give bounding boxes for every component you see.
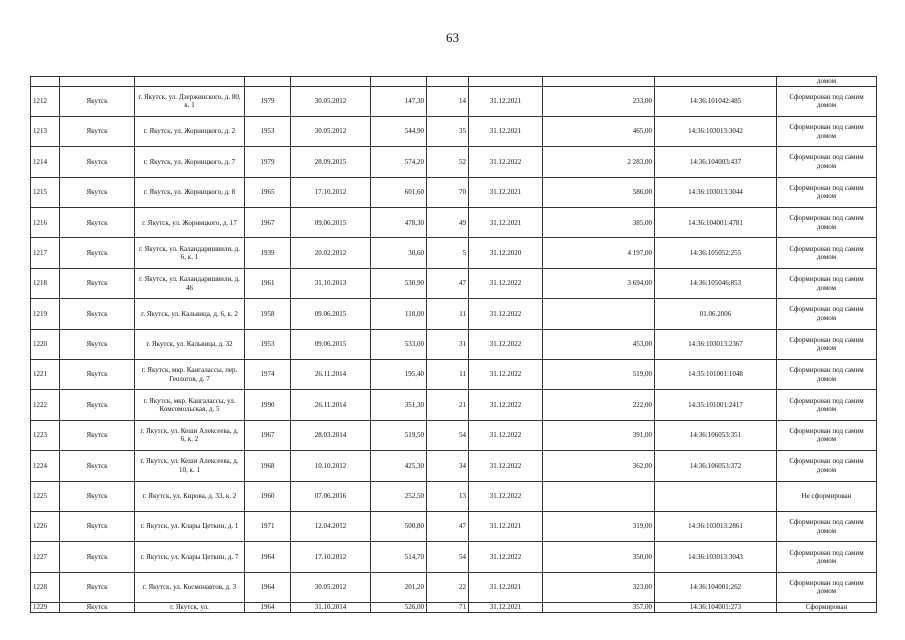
cadastre-number-cell: 14:36:106053:372: [655, 451, 777, 481]
address-cell: г. Якутск, ул. Жорницкого, д. 7: [135, 147, 245, 177]
amount-cell: 391,00: [543, 420, 655, 450]
address-cell: г. Якутск, ул. Жорницкого, д. 8: [135, 177, 245, 207]
row-number-cell: 1226: [31, 511, 60, 541]
residents-count-cell: 5: [427, 238, 469, 268]
area-cell: 530,90: [371, 268, 427, 298]
address-cell: г. Якутск, ул. Клары Цеткин, д. 7: [135, 542, 245, 572]
cadastre-number-cell: 14:36:104003:437: [655, 147, 777, 177]
housing-registry-table: [30, 76, 877, 613]
deadline-date-cell: 31.12.2021: [469, 603, 543, 613]
year-cell: 1965: [245, 177, 291, 207]
survey-date-cell: 17.10.2012: [291, 177, 371, 207]
cadastre-number-cell: 01.06.2006: [655, 299, 777, 329]
area-cell: 252,50: [371, 481, 427, 511]
cadastre-number-cell: 14:35:101001:2417: [655, 390, 777, 420]
survey-date-cell: 10.10.2012: [291, 451, 371, 481]
city-cell: Якутск: [60, 451, 135, 481]
residents-count-cell: 52: [427, 147, 469, 177]
city-cell: Якутск: [60, 177, 135, 207]
cadastre-number-cell: 14:36:104001:4781: [655, 208, 777, 238]
row-number-cell: 1212: [31, 86, 60, 116]
residents-count-cell: 54: [427, 420, 469, 450]
land-status-cell: Сформирован под самим домом: [777, 268, 877, 298]
table-row: [31, 420, 877, 450]
cadastre-number-cell: 14:36:103013:3042: [655, 116, 777, 146]
address-cell: г. Якутск, ул. Дзержинского, д. 80, к. 1: [135, 86, 245, 116]
residents-count-cell: 21: [427, 390, 469, 420]
address-cell: г. Якутск, ул. Клары Цеткин, д. 1: [135, 511, 245, 541]
deadline-date-cell: 31.12.2022: [469, 329, 543, 359]
land-status-cell: Сформирован под самим домом: [777, 511, 877, 541]
cadastre-number-cell: 14:36:105046:853: [655, 268, 777, 298]
row-number-cell: 1216: [31, 208, 60, 238]
cadastre-number-cell: 14:36:103013:3043: [655, 542, 777, 572]
row-number-cell: 1218: [31, 268, 60, 298]
residents-count-cell: 11: [427, 360, 469, 390]
land-status-cell: Сформирован под самим домом: [777, 420, 877, 450]
city-cell: Якутск: [60, 116, 135, 146]
year-cell: 1974: [245, 360, 291, 390]
year-cell: 1990: [245, 390, 291, 420]
survey-date-cell: 31.10.2013: [291, 268, 371, 298]
address-cell: г. Якутск, ул. Кальвица, д. 32: [135, 329, 245, 359]
table-row: [31, 116, 877, 146]
residents-count-cell: 35: [427, 116, 469, 146]
amount-cell: 362,00: [543, 451, 655, 481]
amount-cell: 2 283,00: [543, 147, 655, 177]
cadastre-number-cell: 14:36:101042:485: [655, 86, 777, 116]
city-cell: Якутск: [60, 542, 135, 572]
residents-count-cell: 49: [427, 208, 469, 238]
residents-count-cell: 47: [427, 268, 469, 298]
city-cell: Якутск: [60, 481, 135, 511]
residents-count-cell: 13: [427, 481, 469, 511]
cadastre-number-cell: 14:36:103013:2367: [655, 329, 777, 359]
row-number-cell: 1225: [31, 481, 60, 511]
table-row: [31, 147, 877, 177]
cadastre-number-cell: 14:36:103013:2861: [655, 511, 777, 541]
row-number-cell: 1219: [31, 299, 60, 329]
area-cell: 201,20: [371, 572, 427, 602]
land-status-cell: Сформирован под самим домом: [777, 147, 877, 177]
amount-cell: 453,00: [543, 329, 655, 359]
table-row: [31, 299, 877, 329]
amount-cell: 586,00: [543, 177, 655, 207]
city-cell: Якутск: [60, 329, 135, 359]
city-cell: Якутск: [60, 268, 135, 298]
year-cell: 1964: [245, 542, 291, 572]
table-row: [31, 390, 877, 420]
deadline-date-cell: 31.12.2020: [469, 238, 543, 268]
page-number: 63: [446, 30, 459, 45]
amount-cell: 465,00: [543, 116, 655, 146]
row-number-cell: 1214: [31, 147, 60, 177]
area-cell: 478,30: [371, 208, 427, 238]
table-row: [31, 268, 877, 298]
city-cell: Якутск: [60, 511, 135, 541]
land-status-cell: Сформирован под самим домом: [777, 177, 877, 207]
row-number-cell: 1229: [31, 603, 60, 613]
amount-cell: 233,00: [543, 86, 655, 116]
amount-cell: 3 694,00: [543, 268, 655, 298]
residents-count-cell: 34: [427, 451, 469, 481]
deadline-date-cell: 31.12.2021: [469, 177, 543, 207]
address-cell: г. Якутск, ул. Жорницкого, д. 2: [135, 116, 245, 146]
table-row: [31, 481, 877, 511]
year-cell: 1939: [245, 238, 291, 268]
cadastre-number-cell: 14:36:104001:262: [655, 572, 777, 602]
row-number-cell: 1220: [31, 329, 60, 359]
amount-cell: 519,00: [543, 360, 655, 390]
survey-date-cell: 26.11.2014: [291, 390, 371, 420]
city-cell: Якутск: [60, 572, 135, 602]
deadline-date-cell: 31.12.2021: [469, 572, 543, 602]
residents-count-cell: 14: [427, 86, 469, 116]
table-row: [31, 208, 877, 238]
row-number-cell: 1227: [31, 542, 60, 572]
deadline-date-cell: 31.12.2022: [469, 299, 543, 329]
land-status-cell: Сформирован под самим домом: [777, 572, 877, 602]
year-cell: 1964: [245, 572, 291, 602]
row-number-cell: 1217: [31, 238, 60, 268]
continuation-row: [31, 77, 877, 87]
year-cell: 1971: [245, 511, 291, 541]
survey-date-cell: 28.09.2015: [291, 147, 371, 177]
status-cell: домом: [777, 77, 877, 87]
table-row: [31, 329, 877, 359]
city-cell: Якутск: [60, 299, 135, 329]
cadastre-number-cell: 14:36:103013:3044: [655, 177, 777, 207]
survey-date-cell: 30.05.2012: [291, 86, 371, 116]
amount-cell: 385,00: [543, 208, 655, 238]
cadastre-number-cell: 14:36:104001:273: [655, 603, 777, 613]
land-status-cell: Сформирован: [777, 603, 877, 613]
survey-date-cell: 20.02.2012: [291, 238, 371, 268]
area-cell: 601,60: [371, 177, 427, 207]
city-cell: Якутск: [60, 147, 135, 177]
row-number-cell: 1224: [31, 451, 60, 481]
land-status-cell: Сформирован под самим домом: [777, 86, 877, 116]
year-cell: 1953: [245, 329, 291, 359]
table-row: [31, 572, 877, 602]
survey-date-cell: 30.05.2012: [291, 572, 371, 602]
residents-count-cell: 71: [427, 603, 469, 613]
table-row: [31, 86, 877, 116]
address-cell: г. Якутск, ул. Кирова, д. 33, к. 2: [135, 481, 245, 511]
row-number-cell: 1228: [31, 572, 60, 602]
year-cell: 1953: [245, 116, 291, 146]
area-cell: 30,60: [371, 238, 427, 268]
deadline-date-cell: 31.12.2021: [469, 116, 543, 146]
address-cell: г. Якутск, ул. Каландаришвили, д. 6, к. 1: [135, 238, 245, 268]
cadastre-number-cell: 14:36:106053:351: [655, 420, 777, 450]
amount-cell: 350,00: [543, 542, 655, 572]
table-row: [31, 177, 877, 207]
address-cell: г. Якутск, ул. Кеши Алексеева, д. 10, к. 1: [135, 451, 245, 481]
deadline-date-cell: 31.12.2022: [469, 268, 543, 298]
survey-date-cell: 17.10.2012: [291, 542, 371, 572]
residents-count-cell: 47: [427, 511, 469, 541]
residents-count-cell: 54: [427, 542, 469, 572]
year-cell: 1979: [245, 86, 291, 116]
city-cell: Якутск: [60, 360, 135, 390]
area-cell: 544,90: [371, 116, 427, 146]
cadastre-number-cell: [655, 481, 777, 511]
table-row: [31, 603, 877, 613]
city-cell: Якутск: [60, 420, 135, 450]
address-cell: г. Якутск, ул. Кеши Алексеева, д. 6, к. 2: [135, 420, 245, 450]
area-cell: 118,00: [371, 299, 427, 329]
survey-date-cell: 28.03.2014: [291, 420, 371, 450]
amount-cell: 319,00: [543, 511, 655, 541]
address-cell: г. Якутск, ул.: [135, 603, 245, 613]
city-cell: Якутск: [60, 390, 135, 420]
survey-date-cell: 12.04.2012: [291, 511, 371, 541]
residents-count-cell: 31: [427, 329, 469, 359]
city-cell: Якутск: [60, 86, 135, 116]
survey-date-cell: 07.06.2016: [291, 481, 371, 511]
survey-date-cell: 30.05.2012: [291, 116, 371, 146]
address-cell: г. Якутск, мкр. Кангалассы, ул. Комсомольская, д. 5: [135, 390, 245, 420]
land-status-cell: Сформирован под самим домом: [777, 360, 877, 390]
area-cell: 351,30: [371, 390, 427, 420]
amount-cell: 222,00: [543, 390, 655, 420]
deadline-date-cell: 31.12.2021: [469, 511, 543, 541]
survey-date-cell: 31.10.2014: [291, 603, 371, 613]
year-cell: 1967: [245, 208, 291, 238]
year-cell: 1958: [245, 299, 291, 329]
area-cell: 526,00: [371, 603, 427, 613]
row-number-cell: 1213: [31, 116, 60, 146]
land-status-cell: Сформирован под самим домом: [777, 542, 877, 572]
amount-cell: 4 197,00: [543, 238, 655, 268]
year-cell: 1968: [245, 451, 291, 481]
land-status-cell: Сформирован под самим домом: [777, 116, 877, 146]
table-row: [31, 511, 877, 541]
year-cell: 1964: [245, 603, 291, 613]
city-cell: Якутск: [60, 208, 135, 238]
table-row: [31, 238, 877, 268]
deadline-date-cell: 31.12.2022: [469, 147, 543, 177]
amount-cell: [543, 299, 655, 329]
land-status-cell: Сформирован под самим домом: [777, 208, 877, 238]
year-cell: 1960: [245, 481, 291, 511]
survey-date-cell: 09.06.2015: [291, 299, 371, 329]
row-number-cell: 1222: [31, 390, 60, 420]
area-cell: 574,20: [371, 147, 427, 177]
deadline-date-cell: 31.12.2022: [469, 451, 543, 481]
deadline-date-cell: 31.12.2022: [469, 390, 543, 420]
row-number-cell: 1221: [31, 360, 60, 390]
area-cell: 519,50: [371, 420, 427, 450]
area-cell: 195,40: [371, 360, 427, 390]
residents-count-cell: 11: [427, 299, 469, 329]
land-status-cell: Сформирован под самим домом: [777, 390, 877, 420]
year-cell: 1979: [245, 147, 291, 177]
residents-count-cell: 70: [427, 177, 469, 207]
cadastre-number-cell: 14:36:105052:255: [655, 238, 777, 268]
address-cell: г. Якутск, мкр. Кангалассы, пер. Геологов, д. 7: [135, 360, 245, 390]
land-status-cell: Сформирован под самим домом: [777, 329, 877, 359]
residents-count-cell: 22: [427, 572, 469, 602]
cadastre-number-cell: 14:35:101001:1048: [655, 360, 777, 390]
land-status-cell: Сформирован под самим домом: [777, 238, 877, 268]
address-cell: г. Якутск, ул. Космонавтов, д. 3: [135, 572, 245, 602]
deadline-date-cell: 31.12.2022: [469, 360, 543, 390]
address-cell: г. Якутск, ул. Каландаришвили, д. 46: [135, 268, 245, 298]
amount-cell: 357,00: [543, 603, 655, 613]
amount-cell: [543, 481, 655, 511]
area-cell: 533,00: [371, 329, 427, 359]
area-cell: 147,30: [371, 86, 427, 116]
address-cell: г. Якутск, ул. Кальвица, д. 6, к. 2: [135, 299, 245, 329]
deadline-date-cell: 31.12.2022: [469, 542, 543, 572]
row-number-cell: 1223: [31, 420, 60, 450]
row-number-cell: 1215: [31, 177, 60, 207]
amount-cell: 323,00: [543, 572, 655, 602]
survey-date-cell: 26.11.2014: [291, 360, 371, 390]
deadline-date-cell: 31.12.2021: [469, 86, 543, 116]
address-cell: г. Якутск, ул. Жорницкого, д. 17: [135, 208, 245, 238]
area-cell: 425,30: [371, 451, 427, 481]
land-status-cell: Сформирован под самим домом: [777, 299, 877, 329]
survey-date-cell: 09.06.2015: [291, 208, 371, 238]
area-cell: 514,70: [371, 542, 427, 572]
city-cell: Якутск: [60, 603, 135, 613]
table-row: [31, 360, 877, 390]
land-status-cell: Сформирован под самим домом: [777, 451, 877, 481]
year-cell: 1967: [245, 420, 291, 450]
survey-date-cell: 09.06.2015: [291, 329, 371, 359]
deadline-date-cell: 31.12.2022: [469, 420, 543, 450]
table-row: [31, 542, 877, 572]
deadline-date-cell: 31.12.2022: [469, 481, 543, 511]
table-row: [31, 451, 877, 481]
year-cell: 1961: [245, 268, 291, 298]
deadline-date-cell: 31.12.2021: [469, 208, 543, 238]
land-status-cell: Не сформирован: [777, 481, 877, 511]
area-cell: 500,80: [371, 511, 427, 541]
city-cell: Якутск: [60, 238, 135, 268]
